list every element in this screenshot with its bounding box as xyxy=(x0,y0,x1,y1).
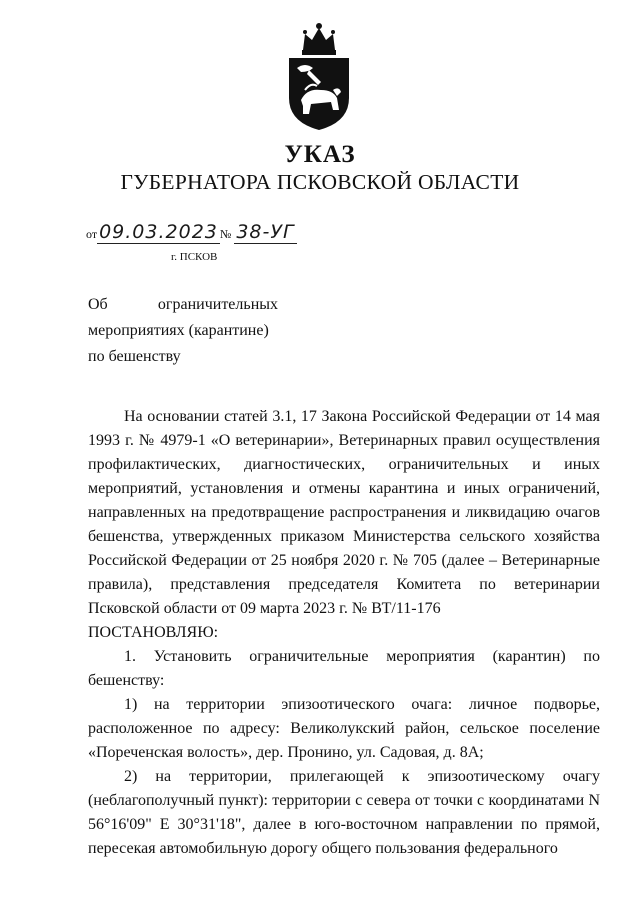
number-label: № xyxy=(219,227,232,241)
item-1-paragraph: 1. Установить ограничительные мероприятия (карантин) по бешенству: xyxy=(88,648,600,689)
item-1-1-paragraph: 1) на территории эпизоотического очага: личное подворье, расположенное по адресу: Великолукский район, сельское поселение «Пореченская волость», дер. Пронино, ул. Садовая, д. 8А; xyxy=(88,696,600,761)
date-number-line xyxy=(86,221,297,243)
item-1-2-paragraph: 2) на территории, прилегающей к эпизоотическому очагу (неблагополучный пункт): территории с севера от точки с координатами N 56°16'09" E 30°31'18", далее в юго-восточном направлении по прямой, пересекая автомобильную дорогу общего пользования федерального xyxy=(88,768,600,857)
document-title: УКАЗ xyxy=(284,141,356,168)
decree-word: ПОСТАНОВЛЯЮ: xyxy=(88,624,219,641)
handwritten-date: 09.03.2023 xyxy=(99,221,218,243)
subject-line: Об ограничительных xyxy=(88,296,278,313)
preamble-paragraph: На основании статей 3.1, 17 Закона Российской Федерации от 14 мая 1993 г. № 4979-1 «О ветеринарии», Ветеринарных правил осуществления профилактических, диагностических, ограничительных и иных мероприятий, установления и отмены карантина и иных ограничений, направленных на предотвращение распространения и ликвидацию очагов бешенства, утвержденных приказом Министерства сельского хозяйства Российской Федерации от 25 ноября 2020 г. № 705 (далее – Ветеринарные правила), представления председателя Комитета по ветеринарии Псковской области от 09 марта 2023 г. № ВТ/11-176 xyxy=(88,408,600,617)
subject-line: по бешенству xyxy=(88,348,181,365)
body-text xyxy=(88,405,600,861)
city-label: г. ПСКОВ xyxy=(171,251,218,263)
pskov-coat-of-arms-icon xyxy=(281,20,357,132)
document-subtitle: ГУБЕРНАТОРА ПСКОВСКОЙ ОБЛАСТИ xyxy=(120,170,520,194)
handwritten-number: 38-УГ xyxy=(236,221,295,243)
subject-block xyxy=(88,292,278,370)
date-prefix: от xyxy=(86,227,98,241)
subject-line: мероприятиях (карантине) xyxy=(88,322,269,339)
